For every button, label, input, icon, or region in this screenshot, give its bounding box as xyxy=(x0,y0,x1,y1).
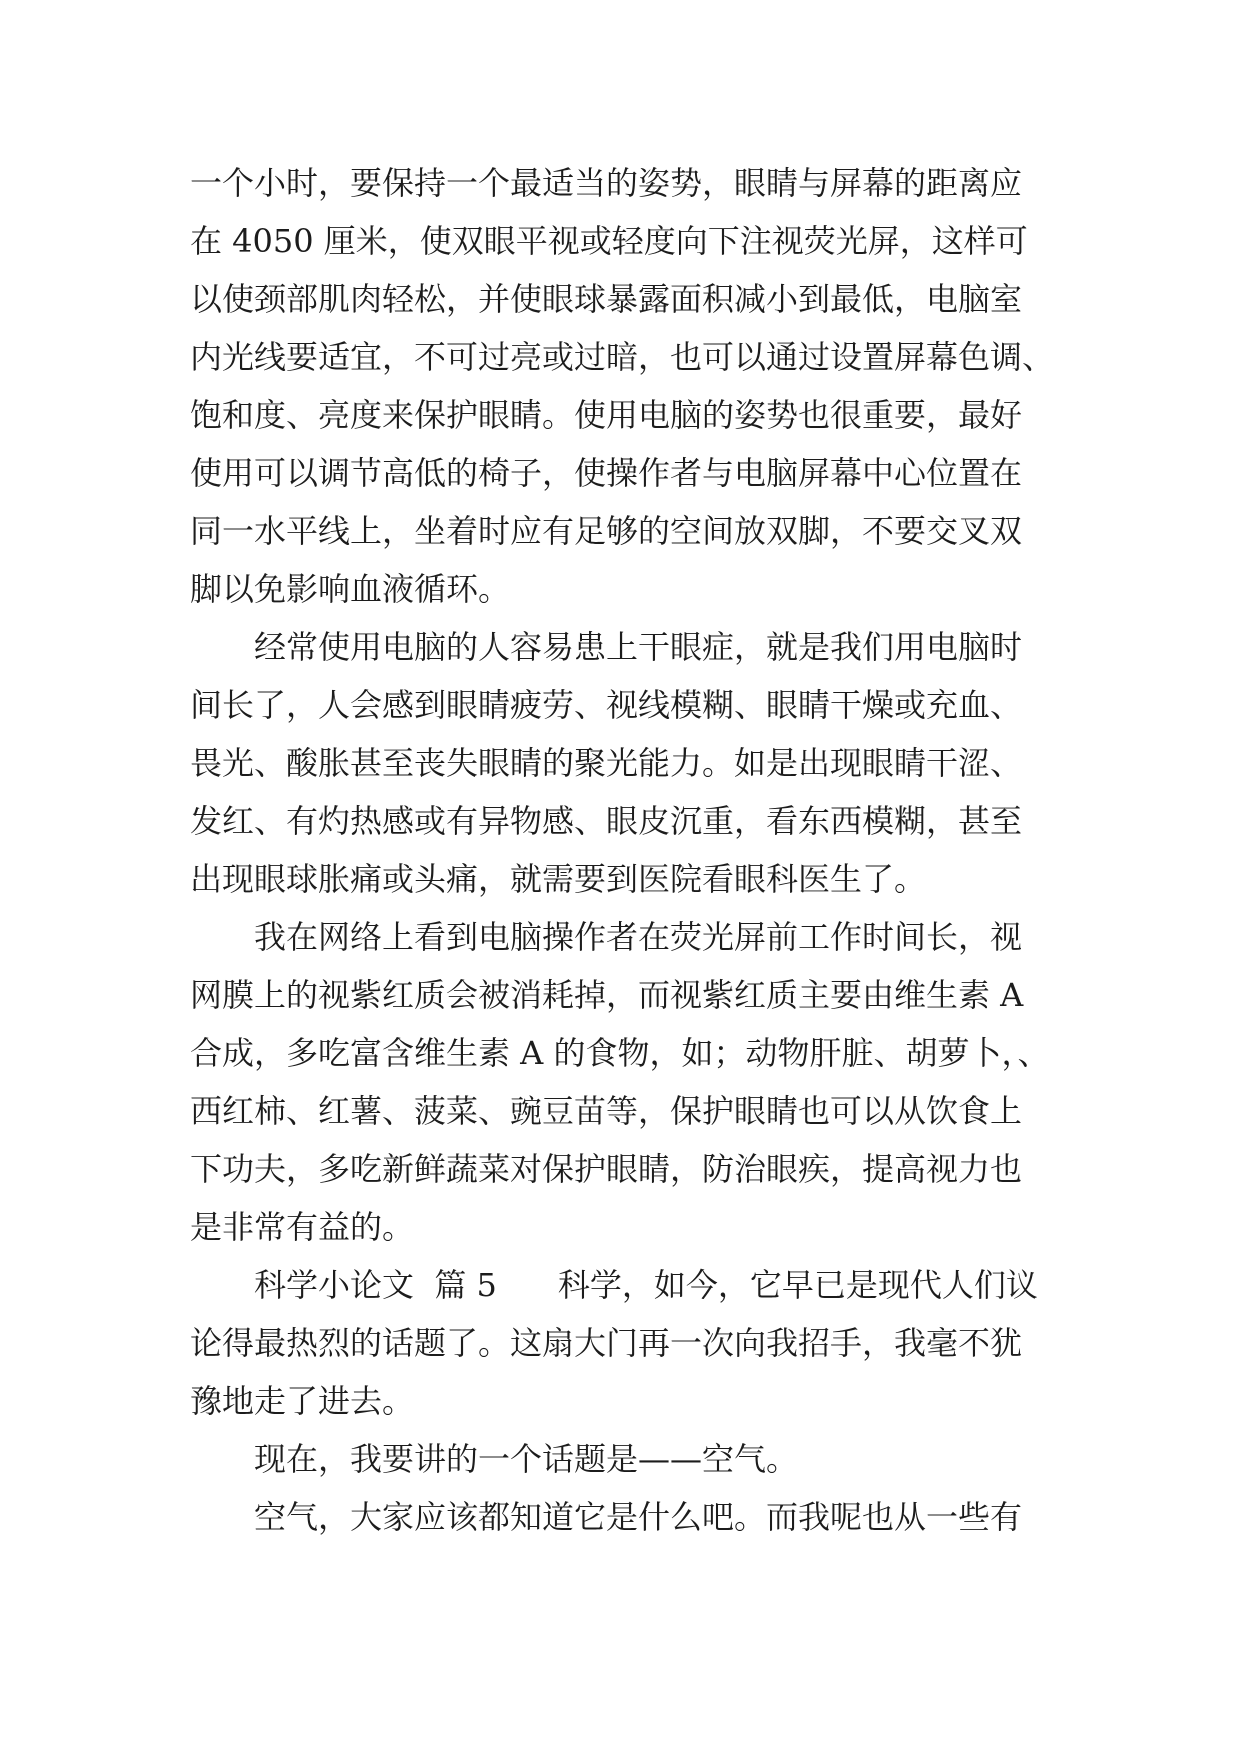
text-line: 内光线要适宜，不可过亮或过暗，也可以通过设置屏幕色调、 xyxy=(190,338,1055,376)
text-line: 出现眼球胀痛或头痛，就需要到医院看眼科医生了。 xyxy=(190,860,927,898)
text-line: 饱和度、亮度来保护眼睛。使用电脑的姿势也很重要，最好 xyxy=(190,396,1023,434)
text-line: 论得最热烈的话题了。这扇大门再一次向我招手，我毫不犹 xyxy=(190,1324,1023,1362)
text-line: 西红柿、红薯、菠菜、豌豆苗等，保护眼睛也可以从饮食上 xyxy=(190,1092,1023,1130)
section-heading-line: 科学小论文 篇 5 科学，如今，它早已是现代人们议 xyxy=(254,1266,1038,1304)
text-line: 同一水平线上，坐着时应有足够的空间放双脚，不要交叉双 xyxy=(190,512,1023,550)
text-line: 网膜上的视紫红质会被消耗掉，而视紫红质主要由维生素 A xyxy=(190,976,1024,1014)
text-line: 以使颈部肌肉轻松，并使眼球暴露面积减小到最低，电脑室 xyxy=(190,280,1023,318)
text-line: 是非常有益的。 xyxy=(190,1208,415,1246)
text-line: 发红、有灼热感或有异物感、眼皮沉重，看东西模糊，甚至 xyxy=(190,802,1023,840)
paragraph-start-line: 经常使用电脑的人容易患上干眼症，就是我们用电脑时 xyxy=(254,628,1023,666)
text-line: 在 4050 厘米，使双眼平视或轻度向下注视荧光屏，这样可 xyxy=(190,222,1028,260)
text-line: 脚以免影响血液循环。 xyxy=(190,570,511,608)
article-body xyxy=(190,154,1070,1546)
text-line: 间长了，人会感到眼睛疲劳、视线模糊、眼睛干燥或充血、 xyxy=(190,686,1023,724)
paragraph-start-line: 空气，大家应该都知道它是什么吧。而我呢也从一些有 xyxy=(254,1498,1023,1536)
text-line: 使用可以调节高低的椅子，使操作者与电脑屏幕中心位置在 xyxy=(190,454,1023,492)
paragraph-start-line: 现在，我要讲的一个话题是——空气。 xyxy=(254,1440,799,1478)
text-line: 合成，多吃富含维生素 A 的食物，如；动物肝脏、胡萝卜，、 xyxy=(190,1034,1050,1072)
text-line: 一个小时，要保持一个最适当的姿势，眼睛与屏幕的距离应 xyxy=(190,164,1023,202)
text-line: 畏光、酸胀甚至丧失眼睛的聚光能力。如是出现眼睛干涩、 xyxy=(190,744,1023,782)
paragraph-start-line: 我在网络上看到电脑操作者在荧光屏前工作时间长，视 xyxy=(254,918,1023,956)
text-line: 下功夫，多吃新鲜蔬菜对保护眼睛，防治眼疾，提高视力也 xyxy=(190,1150,1023,1188)
text-line: 豫地走了进去。 xyxy=(190,1382,415,1420)
